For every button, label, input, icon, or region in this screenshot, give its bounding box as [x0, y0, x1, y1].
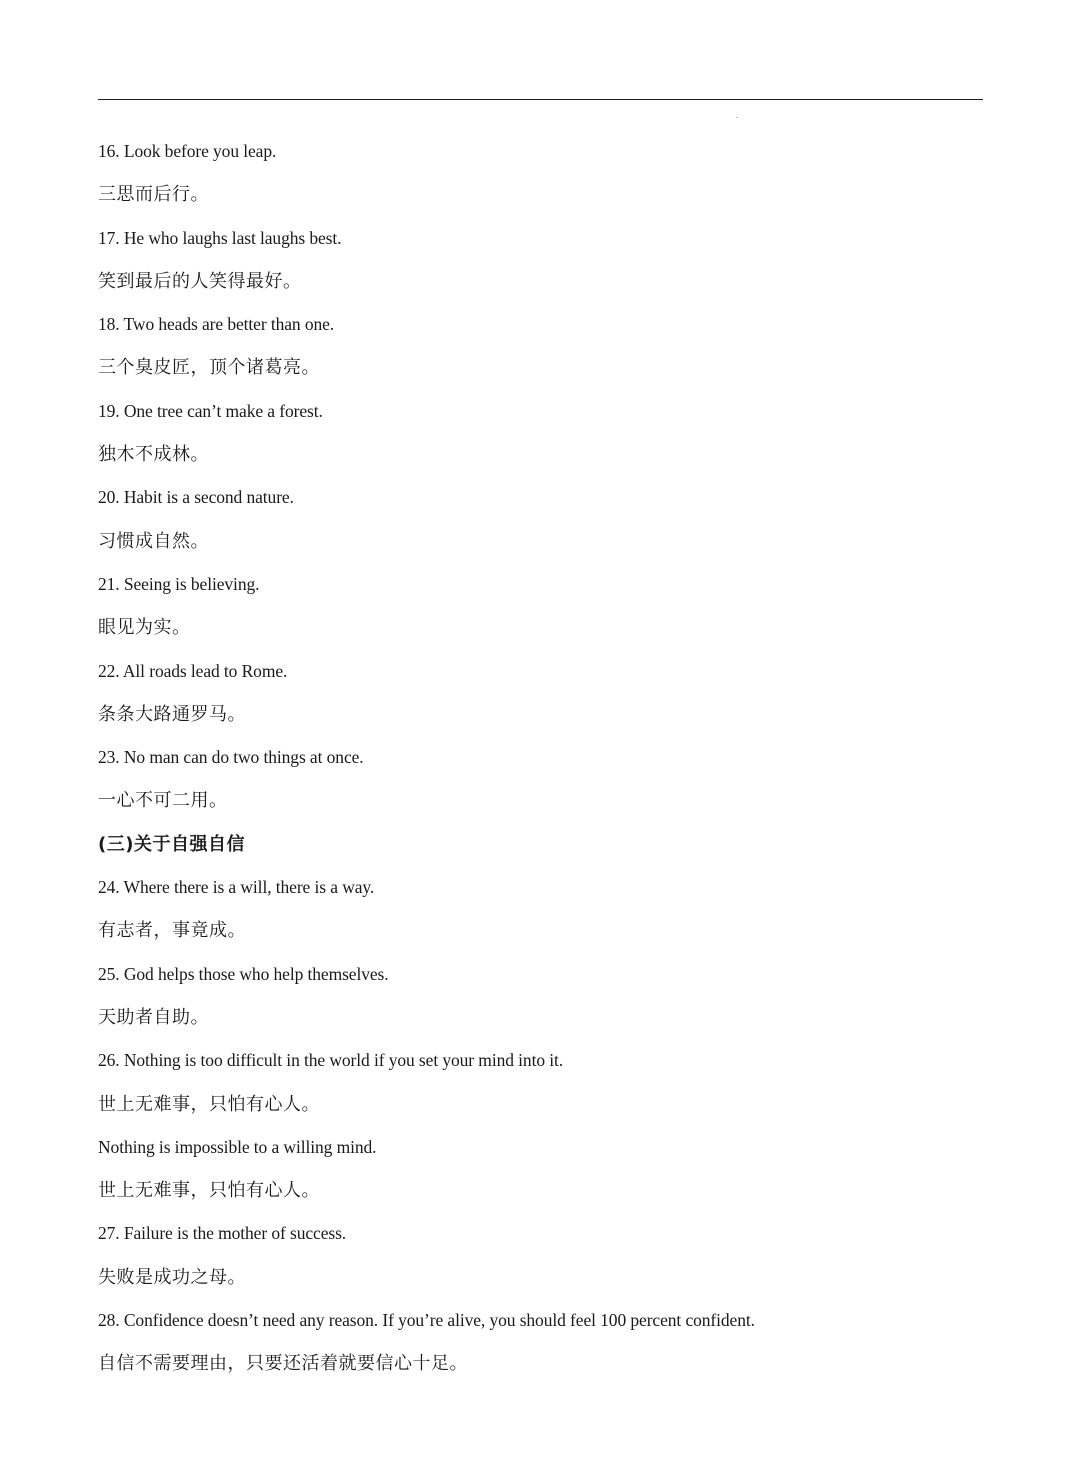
proverb-en: 18. Two heads are better than one.	[98, 314, 335, 335]
proverb-zh: 世上无难事，只怕有心人。	[98, 1093, 320, 1115]
proverb-en: 27. Failure is the mother of success.	[98, 1223, 347, 1244]
proverb-en: 21. Seeing is believing.	[98, 573, 260, 594]
proverb-en: 23. No man can do two things at once.	[98, 747, 364, 768]
proverb-en: 25. God helps those who help themselves.	[98, 963, 389, 984]
proverb-zh: 笑到最后的人笑得最好。	[98, 270, 302, 292]
proverb-zh: 条条大路通罗马。	[98, 703, 246, 725]
proverb-en: 22. All roads lead to Rome.	[98, 660, 288, 681]
proverb-zh: 一心不可二用。	[98, 790, 228, 812]
proverb-en: Nothing is impossible to a willing mind.	[98, 1136, 377, 1157]
proverb-en: 24. Where there is a will, there is a way.	[98, 877, 375, 898]
proverb-zh: 独木不成林。	[98, 444, 209, 466]
header-rule	[98, 99, 983, 100]
proverb-zh: 世上无难事，只怕有心人。	[98, 1180, 320, 1202]
proverb-zh: 自信不需要理由，只要还活着就要信心十足。	[98, 1353, 468, 1375]
proverb-en: 16. Look before you leap.	[98, 141, 277, 161]
proverb-en: 17. He who laughs last laughs best.	[98, 227, 342, 248]
proverb-zh: 三个臭皮匠，顶个诸葛亮。	[98, 357, 320, 379]
scan-speck	[736, 117, 738, 118]
proverb-zh: 有志者，事竟成。	[98, 920, 246, 942]
proverb-zh: 眼见为实。	[98, 617, 191, 639]
proverb-zh: 三思而后行。	[98, 184, 209, 206]
proverb-en: 26. Nothing is too difficult in the world if you set your mind into it.	[98, 1050, 564, 1071]
section-heading: (三)关于自强自信	[98, 833, 245, 855]
proverb-zh: 天助者自助。	[98, 1006, 209, 1028]
proverb-list	[98, 130, 983, 1386]
proverb-en: 19. One tree can’t make a forest.	[98, 400, 323, 421]
proverb-zh: 习惯成自然。	[98, 530, 209, 552]
proverb-en: 28. Confidence doesn’t need any reason. If you’re alive, you should feel 100 percent confident.	[98, 1310, 755, 1331]
proverb-zh: 失败是成功之母。	[98, 1266, 246, 1288]
proverb-en: 20. Habit is a second nature.	[98, 487, 294, 508]
